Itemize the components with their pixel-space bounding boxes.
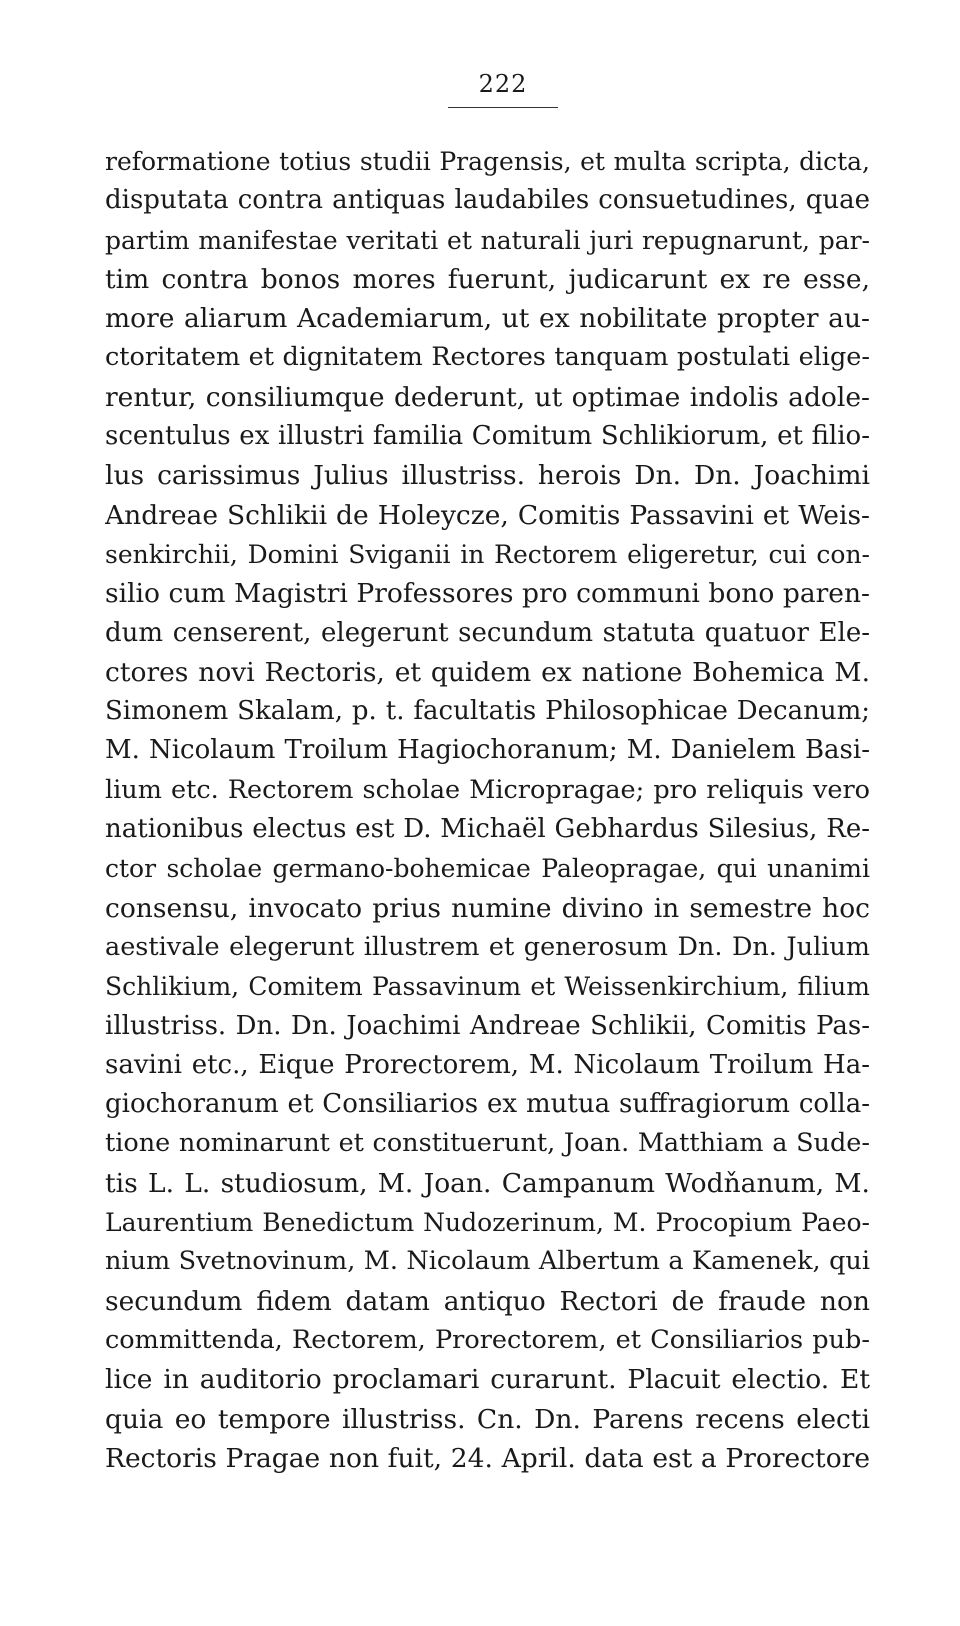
text-line: giochoranum et Consiliarios ex mutua suffragiorum colla- — [105, 1089, 870, 1120]
text-line: tione nominarunt et constituerunt, Joan. Matthiam a Sude- — [105, 1128, 870, 1159]
text-line: lice in auditorio proclamari curarunt. Placuit electio. Et — [105, 1364, 870, 1396]
text-line: Schlikium, Comitem Passavinum et Weissenkirchium, filium — [105, 972, 870, 1002]
text-line: senkirchii, Domini Sviganii in Rectorem eligeretur, cui con- — [105, 539, 870, 569]
text-line: lus carissimus Julius illustriss. herois Dn. Dn. Joachimi — [105, 460, 870, 492]
text-line: aestivale elegerunt illustrem et generosum Dn. Dn. Julium — [105, 931, 870, 962]
text-line: Rectoris Pragae non fuit, 24. April. data est a Prorectore — [105, 1442, 870, 1474]
text-line: secundum fidem datam antiquo Rectori de fraude non — [105, 1285, 870, 1317]
text-line: illustriss. Dn. Dn. Joachimi Andreae Schlikii, Comitis Pas- — [105, 1010, 870, 1041]
text-line: lium etc. Rectorem scholae Micropragae; pro reliquis vero — [105, 774, 870, 805]
text-line: M. Nicolaum Troilum Hagiochoranum; M. Danielem Basi- — [105, 735, 870, 766]
text-line: savini etc., Eique Prorectorem, M. Nicolaum Troilum Ha- — [105, 1049, 870, 1080]
page-number: 222 — [478, 70, 528, 98]
text-line: reformatione totius studii Pragensis, et multa scripta, dicta, — [105, 147, 870, 176]
header-rule — [448, 107, 558, 108]
body-text — [105, 142, 870, 1478]
text-line: Andreae Schlikii de Holeycze, Comitis Passavini et Weis- — [105, 499, 870, 531]
text-line: ctor scholae germano-bohemicae Paleopragae, qui unanimi — [105, 854, 870, 884]
text-line: silio cum Magistri Professores pro communi bono paren- — [105, 578, 870, 610]
text-line: consensu, invocato prius numine divino in semestre hoc — [105, 892, 870, 924]
text-line: Simonem Skalam, p. t. facultatis Philosophicae Decanum; — [105, 696, 870, 727]
text-line: disputata contra antiquas laudabiles consuetudines, quae — [105, 185, 870, 216]
text-line: nationibus electus est D. Michaël Gebhardus Silesius, Re- — [105, 814, 870, 845]
text-line: dum censerent, elegerunt secundum statuta quatuor Ele- — [105, 617, 870, 648]
text-line: tim contra bonos mores fuerunt, judicarunt ex re esse, — [105, 263, 870, 295]
text-line: ctores novi Rectoris, et quidem ex natione Bohemica M. — [105, 656, 870, 688]
text-line: nium Svetnovinum, M. Nicolaum Albertum a Kamenek, qui — [105, 1246, 870, 1277]
text-line: rentur, consiliumque dederunt, ut optimae indolis adole- — [105, 381, 870, 413]
text-line: Laurentium Benedictum Nudozerinum, M. Procopium Paeo- — [105, 1208, 870, 1238]
text-line: committenda, Rectorem, Prorectorem, et Consiliarios pub- — [105, 1324, 870, 1355]
text-line: tis L. L. studiosum, M. Joan. Campanum Wodňanum, M. — [105, 1167, 870, 1199]
text-line: ctoritatem et dignitatem Rectores tanquam postulati elige- — [105, 342, 870, 373]
text-line: more aliarum Academiarum, ut ex nobilitate propter au- — [105, 303, 870, 335]
text-line: quia eo tempore illustriss. Cn. Dn. Parens recens electi — [105, 1403, 870, 1435]
text-line: scentulus ex illustri familia Comitum Schlikiorum, et filio- — [105, 421, 870, 452]
text-line: partim manifestae veritati et naturali juri repugnarunt, par- — [105, 225, 870, 255]
